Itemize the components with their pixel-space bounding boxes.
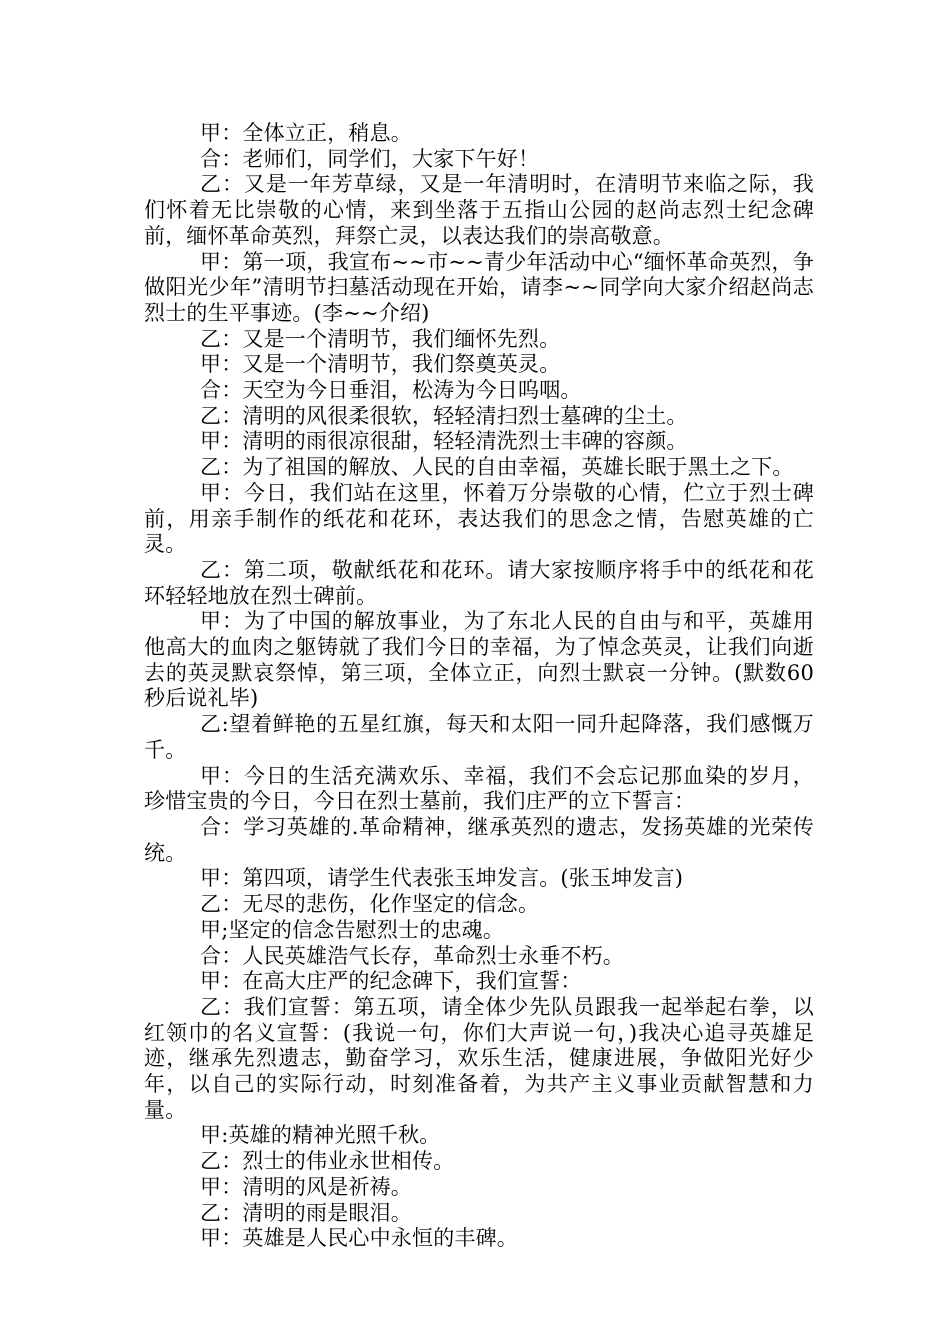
paragraph: 甲：英雄是人民心中永恒的丰碑。 (200, 1226, 518, 1251)
paragraph: 甲;坚定的信念告慰烈士的忠魂。 (200, 917, 505, 942)
paragraph: 甲：清明的雨很凉很甜，轻轻清洗烈士丰碑的容颜。 (200, 429, 688, 454)
paragraph: 甲：又是一个清明节，我们祭奠英灵。 (200, 352, 561, 377)
paragraph: 甲：在高大庄严的纪念碑下，我们宣誓： (200, 969, 582, 994)
paragraph: 乙：为了祖国的解放、人民的自由幸福，英雄长眠于黑土之下。 (200, 455, 794, 480)
paragraph: 乙：第二项，敬献纸花和花环。请大家按顺序将手中的纸花和花环轻轻地放在烈士碑前。 (144, 557, 814, 608)
paragraph: 甲：第一项，我宣布~~市~~青少年活动中心“缅怀革命英烈，争做阳光少年”清明节扫墓活动现在开始，请李~~同学向大家介绍赵尚志烈士的生平事迹。(李~~介绍) (144, 249, 814, 325)
paragraph: 合：老师们，同学们，大家下午好！ (200, 146, 540, 171)
paragraph: 甲：为了中国的解放事业，为了东北人民的自由与和平，英雄用他高大的血肉之躯铸就了我们今日的幸福，为了悼念英灵，让我们向逝去的英灵默哀祭悼，第三项，全体立正，向烈士默哀一分钟。(默数60秒后说礼毕) (144, 609, 814, 711)
paragraph: 乙：无尽的悲伤，化作坚定的信念。 (200, 892, 540, 917)
paragraph: 甲：第四项，请学生代表张玉坤发言。(张玉坤发言) (200, 866, 684, 891)
paragraph: 甲：今日，我们站在这里，怀着万分崇敬的心情，伫立于烈士碑前，用亲手制作的纸花和花环，表达我们的思念之情，告慰英雄的亡灵。 (144, 480, 814, 557)
document-body (144, 121, 814, 1252)
paragraph: 乙:望着鲜艳的五星红旗，每天和太阳一同升起降落，我们感慨万千。 (144, 712, 814, 762)
paragraph: 乙：清明的风很柔很软，轻轻清扫烈士墓碑的尘土。 (200, 403, 688, 428)
paragraph: 合：人民英雄浩气长存，革命烈士永垂不朽。 (200, 943, 624, 968)
paragraph: 合：天空为今日垂泪，松涛为今日呜咽。 (200, 378, 582, 403)
paragraph: 合：学习英雄的.革命精神，继承英烈的遗志，发扬英雄的光荣传统。 (144, 814, 814, 865)
paragraph: 乙：清明的雨是眼泪。 (200, 1200, 412, 1225)
paragraph: 甲：清明的风是祈祷。 (200, 1174, 412, 1199)
paragraph: 甲：全体立正，稍息。 (200, 121, 412, 145)
paragraph: 乙：又是一个清明节，我们缅怀先烈。 (200, 326, 561, 351)
paragraph: 乙：烈士的伟业永世相传。 (200, 1149, 455, 1174)
paragraph: 甲：今日的生活充满欢乐、幸福，我们不会忘记那血染的岁月，珍惜宝贵的今日，今日在烈士墓前，我们庄严的立下誓言： (144, 763, 814, 814)
paragraph: 甲:英雄的精神光照千秋。 (200, 1123, 441, 1148)
paragraph: 乙：又是一年芳草绿，又是一年清明时，在清明节来临之际，我们怀着无比崇敬的心情，来到坐落于五指山公园的赵尚志烈士纪念碑前，缅怀革命英烈，拜祭亡灵，以表达我们的崇高敬意。 (144, 172, 814, 248)
paragraph: 乙：我们宣誓：第五项，请全体少先队员跟我一起举起右拳，以红领巾的名义宣誓：(我说一句，你们大声说一句，)我决心追寻英雄足迹，继承先烈遗志，勤奋学习，欢乐生活，健康进展，争做阳光好少年，以自己的实际行动，时刻准备着，为共产主义事业贡献智慧和力量。 (144, 994, 814, 1122)
